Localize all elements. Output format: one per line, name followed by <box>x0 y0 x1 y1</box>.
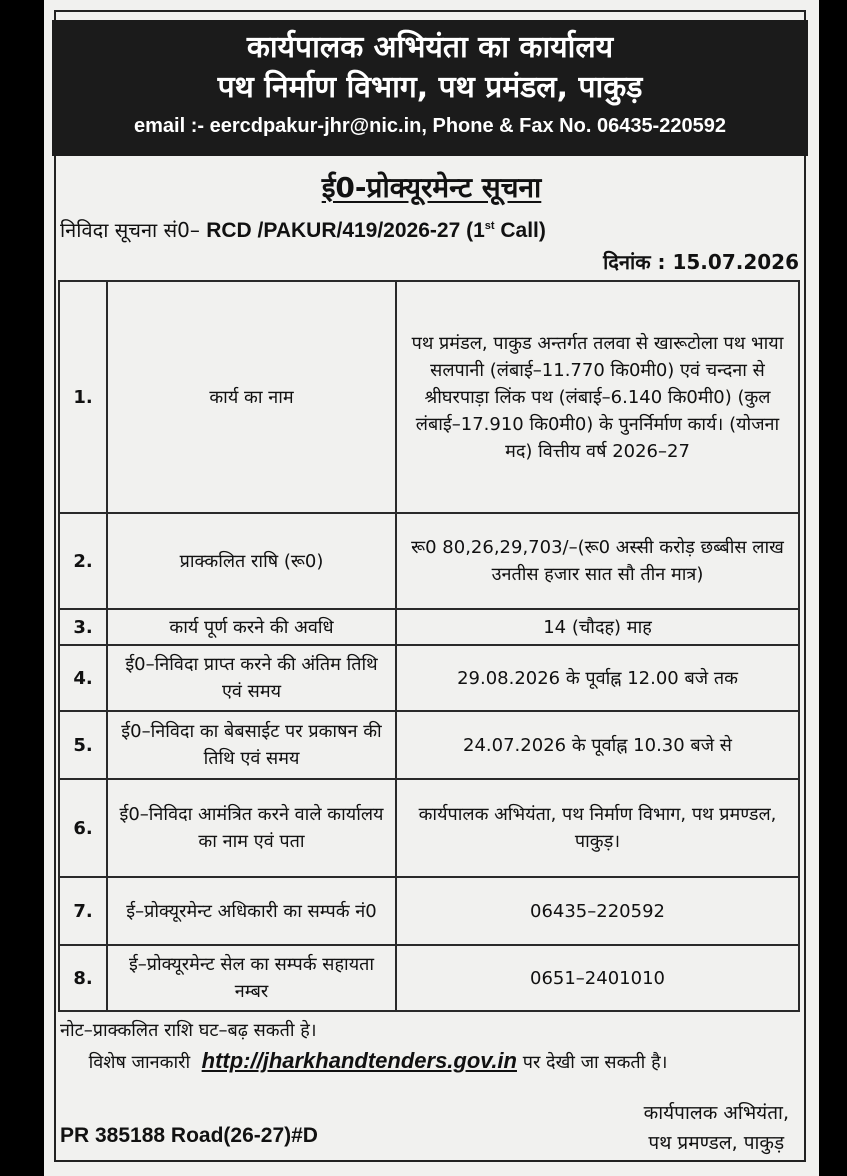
row-number: 8. <box>59 945 107 1011</box>
office-name: कार्यपालक अभियंता का कार्यालय <box>246 30 614 65</box>
pr-number: PR 385188 Road(26-27)#D <box>60 1124 318 1147</box>
reference-call: Call) <box>494 219 546 242</box>
reference-number: RCD /PAKUR/419/2026-27 (1 <box>206 219 485 242</box>
row-value: 24.07.2026 के पूर्वाह्न 10.30 बजे से <box>396 711 799 779</box>
row-value: 14 (चौदह) माह <box>396 609 799 645</box>
table-row <box>59 609 799 645</box>
row-number: 6. <box>59 779 107 877</box>
signatory-office: पथ प्रमण्डल, पाकुड़ <box>648 1132 785 1154</box>
tender-reference <box>60 216 546 243</box>
notice-date: दिनांक : 15.07.2026 <box>603 250 799 274</box>
notice-title: ई0-प्रोक्यूरमेन्ट सूचना <box>321 171 542 204</box>
row-number: 3. <box>59 609 107 645</box>
row-number: 4. <box>59 645 107 711</box>
contact-line: email :- eercdpakur-jhr@nic.in, Phone & Fax No. 06435-220592 <box>134 115 726 137</box>
table-row <box>59 945 799 1011</box>
row-label: कार्य पूर्ण करने की अवधि <box>107 609 396 645</box>
signature-block <box>644 1098 789 1158</box>
row-value: 0651–2401010 <box>396 945 799 1011</box>
row-number: 2. <box>59 513 107 609</box>
row-label: ई–प्रोक्यूरमेन्ट अधिकारी का सम्पर्क नं0 <box>107 877 396 945</box>
tender-website-link[interactable]: http://jharkhandtenders.gov.in <box>201 1048 517 1073</box>
notice-paper <box>44 0 819 1176</box>
row-number: 7. <box>59 877 107 945</box>
table-row <box>59 281 799 513</box>
row-number: 5. <box>59 711 107 779</box>
department-name: पथ निर्माण विभाग, पथ प्रमंडल, पाकुड़ <box>217 70 643 105</box>
table-row <box>59 711 799 779</box>
signatory-title: कार्यपालक अभियंता, <box>643 1102 789 1124</box>
row-label: ई0–निविदा प्राप्त करने की अंतिम तिथि एवं समय <box>107 645 396 711</box>
table-row <box>59 779 799 877</box>
more-info-suffix: पर देखी जा सकती है। <box>522 1052 668 1073</box>
row-label: ई–प्रोक्यूरमेन्ट सेल का सम्पर्क सहायता नम्बर <box>107 945 396 1011</box>
amount-note: नोट–प्राक्कलित राशि घट–बढ़ सकती हे। <box>60 1020 317 1041</box>
table-row <box>59 513 799 609</box>
row-label: ई0–निविदा आमंत्रित करने वाले कार्यालय का नाम एवं पता <box>107 779 396 877</box>
more-info-line <box>60 1046 800 1078</box>
office-header <box>52 20 808 156</box>
table-row <box>59 877 799 945</box>
row-value: 06435–220592 <box>396 877 799 945</box>
row-label: प्राक्कलित राषि (रू0) <box>107 513 396 609</box>
table-row <box>59 645 799 711</box>
reference-superscript: st <box>484 220 495 232</box>
row-value: पथ प्रमंडल, पाकुड अन्तर्गत तलवा से खारूटोला पथ भाया सलपानी (लंबाई–11.770 कि0मी0) एवं चन्दना से श्रीघरपाड़ा लिंक पथ (लंबाई–6.140 कि0मी0) (कुल लंबाई–17.910 कि0मी0) के पुनर्निर्माण कार्य। (योजना मद) वित्तीय वर्ष 2026–27 <box>396 281 799 513</box>
row-label: ई0–निविदा का बेबसाईट पर प्रकाषन की तिथि एवं समय <box>107 711 396 779</box>
reference-label: निविदा सूचना सं0– <box>60 218 200 242</box>
more-info-prefix: विशेष जानकारी <box>88 1052 191 1073</box>
row-label: कार्य का नाम <box>107 281 396 513</box>
tender-details-table <box>58 280 800 1012</box>
row-value: 29.08.2026 के पूर्वाह्न 12.00 बजे तक <box>396 645 799 711</box>
row-number: 1. <box>59 281 107 513</box>
row-value: कार्यपालक अभियंता, पथ निर्माण विभाग, पथ प्रमण्डल, पाकुड़। <box>396 779 799 877</box>
row-value: रू0 80,26,29,703/–(रू0 अस्सी करोड़ छब्बीस लाख उनतीस हजार सात सौ तीन मात्र) <box>396 513 799 609</box>
